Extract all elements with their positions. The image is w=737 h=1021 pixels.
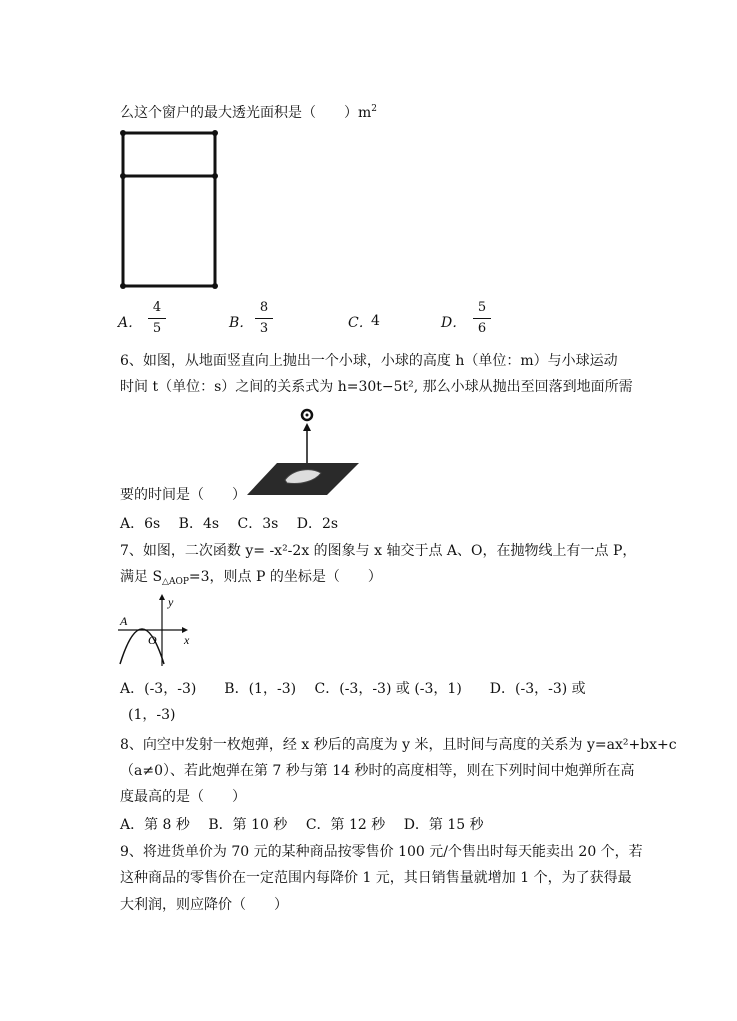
ball-throw-figure bbox=[245, 405, 365, 497]
y-axis-label: y bbox=[168, 595, 174, 609]
q9-line2: 这种商品的零售价在一定范围内每降价 1 元，其日销售量就增加 1 个，为了获得最 bbox=[120, 870, 632, 886]
q7-options-line1: A．(-3，-3) B．(1，-3) C．(-3，-3) 或 (-3，1) D．(-3，-3) 或 bbox=[120, 681, 586, 697]
option-c-value: 4 bbox=[371, 313, 380, 329]
option-a-label: A． bbox=[118, 315, 143, 331]
q7-options-line2: (1，-3) bbox=[128, 707, 176, 723]
parabola-graph bbox=[116, 592, 196, 668]
denominator: 5 bbox=[152, 321, 162, 336]
q5-text bbox=[120, 104, 377, 124]
q9-line3: 大利润，则应降价（ ） bbox=[120, 897, 288, 913]
q6-line1: 6、如图，从地面竖直向上抛出一个小球，小球的高度 h（单位：m）与小球运动 bbox=[120, 353, 618, 369]
q6-options: A．6s B．4s C．3s D．2s bbox=[120, 516, 339, 532]
vertex-dot bbox=[120, 283, 126, 289]
q9-line1: 9、将进货单价为 70 元的某种商品按零售价 100 元/个售出时每天能卖出 20 个，若 bbox=[120, 844, 643, 860]
fraction-bar bbox=[255, 318, 273, 319]
numerator: 8 bbox=[259, 300, 269, 315]
option-b-label: B． bbox=[229, 315, 254, 331]
vertex-dot bbox=[120, 173, 126, 179]
q6-line3: 要的时间是（ ） bbox=[120, 487, 246, 503]
denominator: 6 bbox=[477, 321, 487, 336]
q8-line1: 8、向空中发射一枚炮弹，经 x 秒后的高度为 y 米，且时间与高度的关系为 y=ax²+bx+c bbox=[120, 737, 677, 753]
point-a-label: A bbox=[120, 614, 128, 628]
fraction-bar bbox=[148, 318, 166, 319]
option-c-label: C． bbox=[348, 315, 373, 331]
q7-line2 bbox=[120, 568, 382, 588]
q8-line3: 度最高的是（ ） bbox=[120, 789, 246, 805]
origin-label: O bbox=[148, 633, 157, 647]
denominator: 3 bbox=[259, 321, 269, 336]
option-d-fraction bbox=[471, 300, 493, 337]
q6-line2: 时间 t（单位：s）之间的关系式为 h=30t−5t², 那么小球从抛出至回落到地面所需 bbox=[120, 379, 633, 395]
q7-line2-prefix: 满足 S bbox=[120, 569, 163, 585]
vertex-dot bbox=[212, 173, 218, 179]
numerator: 4 bbox=[152, 300, 162, 315]
q7-line1: 7、如图，二次函数 y= -x²-2x 的图象与 x 轴交于点 A、O，在抛物线上有一点 P， bbox=[120, 543, 637, 559]
q7-line2-suffix: =3，则点 P 的坐标是（ ） bbox=[188, 569, 382, 585]
vertex-dot bbox=[212, 283, 218, 289]
fraction-bar bbox=[473, 318, 491, 319]
q5-tail: 么这个窗户的最大透光面积是（ ）m bbox=[120, 105, 372, 121]
window-frame bbox=[123, 133, 215, 286]
q8-line2: （a≠0）、若此炮弹在第 7 秒与第 14 秒时的高度相等，则在下列时间中炮弹所在高 bbox=[120, 763, 635, 779]
option-a-fraction bbox=[146, 300, 168, 337]
option-d-label: D． bbox=[441, 315, 467, 331]
x-axis-label: x bbox=[184, 633, 190, 647]
q8-options: A．第 8 秒 B．第 10 秒 C．第 12 秒 D．第 15 秒 bbox=[120, 817, 484, 833]
parabola-curve bbox=[120, 629, 164, 664]
area-subscript: △AOP bbox=[162, 577, 189, 587]
option-b-fraction bbox=[253, 300, 275, 337]
vertex-dot bbox=[212, 130, 218, 136]
vertex-dot bbox=[120, 130, 126, 136]
numerator: 5 bbox=[477, 300, 487, 315]
unit-superscript: 2 bbox=[371, 104, 378, 114]
window-figure bbox=[115, 126, 225, 292]
